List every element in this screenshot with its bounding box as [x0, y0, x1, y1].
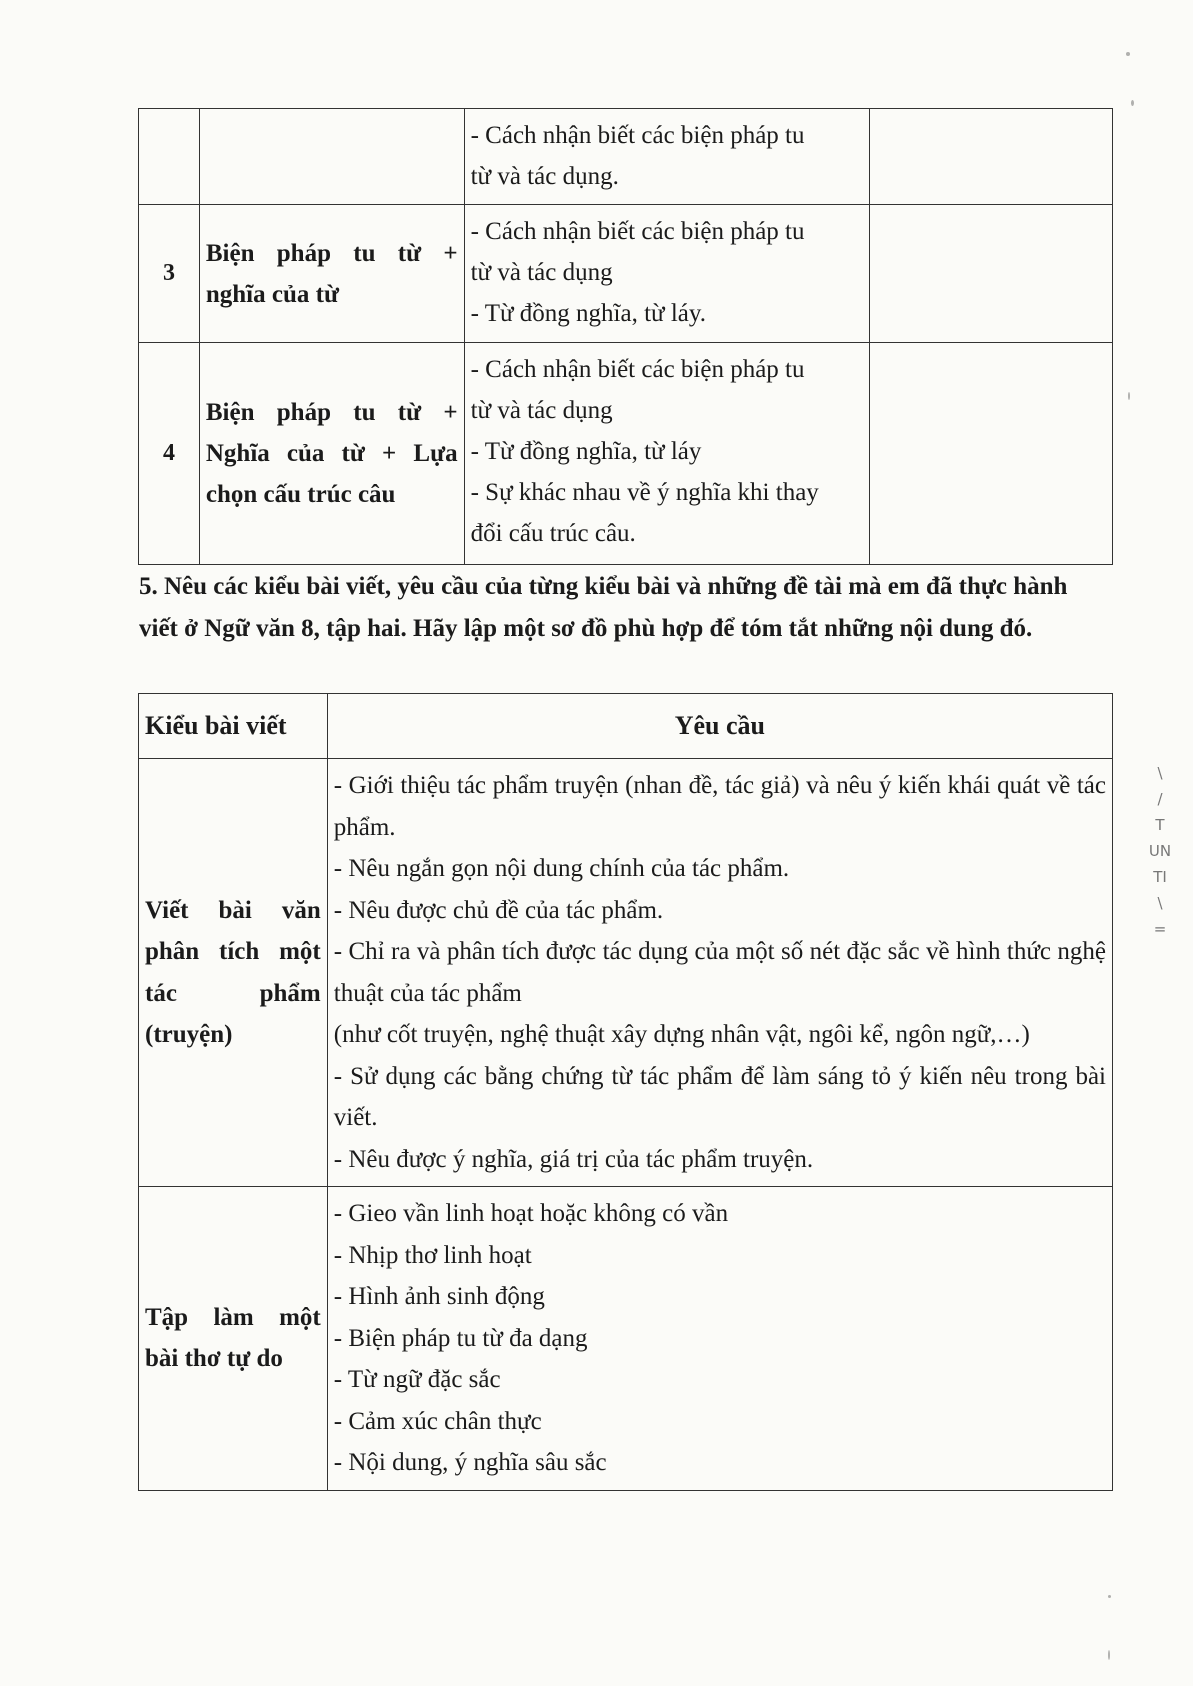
content-line: - Cách nhận biết các biện pháp tu: [470, 122, 805, 149]
content-line: đổi cấu trúc câu.: [470, 520, 636, 547]
requirement-item: (như cốt truyện, nghệ thuật xây dựng nhân vật, ngôi kể, ngôn ngữ,…): [333, 1021, 1030, 1048]
content-line: - Cách nhận biết các biện pháp tu: [470, 218, 805, 245]
row-content: [464, 109, 869, 205]
writing-type-cell: Viết bài văn phân tích một tác phẩm (truyện): [139, 759, 328, 1187]
requirements-cell: [327, 1187, 1112, 1491]
content-line: - Từ đồng nghĩa, từ láy.: [470, 300, 706, 327]
requirement-item: - Sử dụng các bằng chứng từ tác phẩm để làm sáng tỏ ý kiến nêu trong bài viết.: [333, 1062, 1106, 1131]
requirement-item: - Giới thiệu tác phẩm truyện (nhan đề, tác giả) và nêu ý kiến khái quát về tác phẩm.: [333, 772, 1106, 841]
requirement-item: - Nêu ngắn gọn nội dung chính của tác phẩm.: [333, 855, 790, 882]
requirement-item: - Từ ngữ đặc sắc: [333, 1366, 501, 1393]
table-writing-types: [138, 693, 1113, 1491]
content-line: - Cách nhận biết các biện pháp tu: [470, 356, 805, 383]
content-line: - Từ đồng nghĩa, từ láy: [470, 438, 702, 465]
requirement-item: - Gieo vần linh hoạt hoặc không có vần: [333, 1200, 729, 1227]
content-line: từ và tác dụng: [470, 259, 613, 286]
requirement-item: - Nhịp thơ linh hoạt: [333, 1241, 532, 1269]
writing-type-cell: Tập làm một bài thơ tự do: [139, 1187, 328, 1491]
row-topic: [199, 109, 464, 205]
requirement-item: - Cảm xúc chân thực: [333, 1407, 542, 1435]
content-line: - Sự khác nhau về ý nghĩa khi thay: [470, 479, 819, 506]
row-number: [139, 109, 200, 205]
row-number: 4: [139, 343, 200, 565]
requirement-item: - Nêu được ý nghĩa, giá trị của tác phẩm truyện.: [333, 1145, 814, 1173]
content-line: từ và tác dụng: [470, 397, 613, 424]
table-row: [139, 343, 1113, 565]
margin-stamp-mark: \ / T UN TI \ =: [1148, 764, 1172, 938]
row-topic: Biện pháp tu từ + Nghĩa của từ + Lựa chọn cấu trúc câu: [199, 343, 464, 565]
requirement-item: - Hình ảnh sinh động: [333, 1283, 545, 1310]
row-number: 3: [139, 205, 200, 343]
row-notes: [869, 205, 1112, 343]
row-content: [464, 343, 869, 565]
table-row: [139, 1187, 1113, 1491]
table-row: [139, 759, 1113, 1187]
row-notes: [869, 343, 1112, 565]
requirement-item: - Biện pháp tu từ đa dạng: [333, 1324, 588, 1352]
row-topic: Biện pháp tu từ + nghĩa của từ: [199, 205, 464, 343]
header-requirements: Yêu cầu: [327, 694, 1112, 759]
requirements-cell: [327, 759, 1112, 1187]
requirement-item: - Chỉ ra và phân tích được tác dụng của một số nét đặc sắc về hình thức nghệ thuật của tác phẩm: [333, 938, 1106, 1007]
requirement-item: - Nêu được chủ đề của tác phẩm.: [333, 896, 664, 924]
table-header-row: [139, 694, 1113, 759]
row-notes: [869, 109, 1112, 205]
requirement-item: - Nội dung, ý nghĩa sâu sắc: [333, 1449, 607, 1476]
table-row: [139, 205, 1113, 343]
header-writing-type: Kiểu bài viết: [139, 694, 328, 759]
table-rhetoric-topics: [138, 108, 1113, 565]
table-row: [139, 109, 1113, 205]
row-content: [464, 205, 869, 343]
content-line: từ và tác dụng.: [470, 163, 619, 190]
question-5-heading: 5. Nêu các kiểu bài viết, yêu cầu của từng kiểu bài và những đề tài mà em đã thực hành viết ở Ngữ văn 8, tập hai. Hãy lập một sơ đồ phù hợp để tóm tắt những nội dung đó.: [139, 573, 1068, 642]
